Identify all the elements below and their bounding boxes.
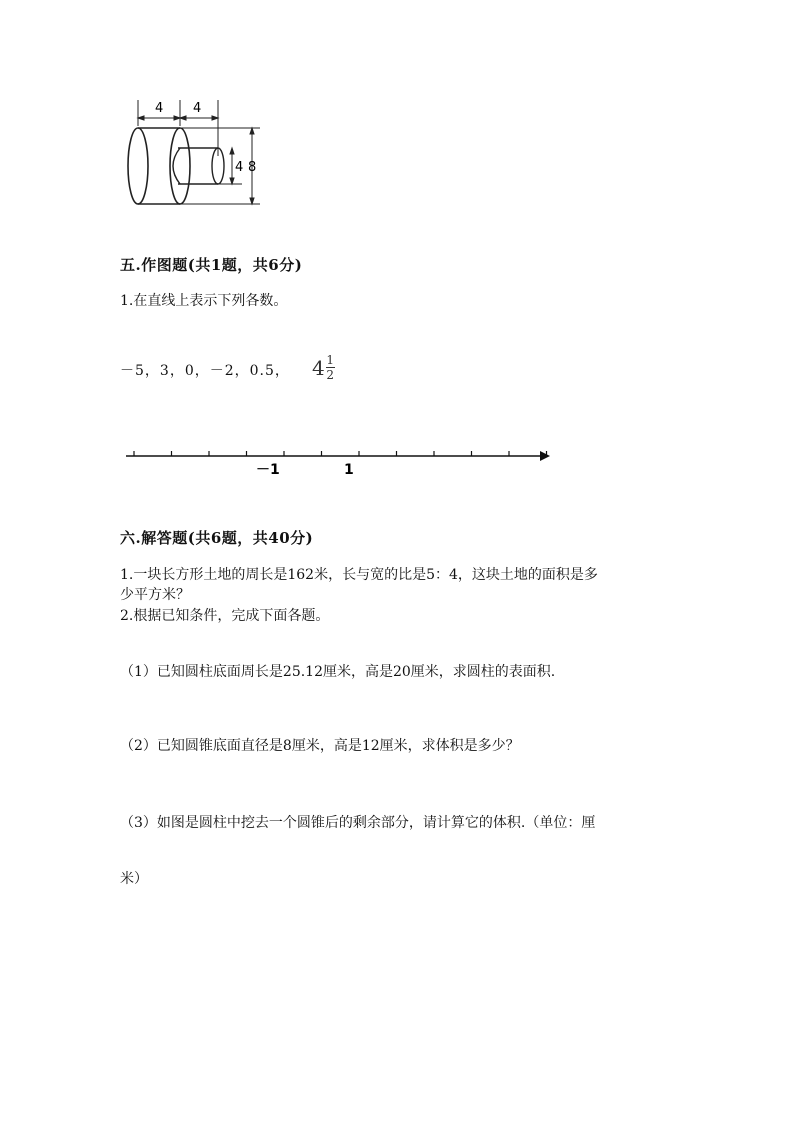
number-line (120, 440, 560, 480)
inner-cylinder (173, 148, 224, 184)
mixed-number (312, 354, 335, 381)
mixed-whole: 4 (312, 355, 325, 380)
dim-right-width: 4 (193, 101, 202, 116)
label-one: 1 (344, 462, 354, 478)
section6-question1-line2: 少平方米？ (120, 587, 190, 603)
mixed-fraction (326, 354, 335, 381)
section6-title: 六.解答题(共6题，共40分) (120, 529, 314, 547)
dim-outer-height: 8 (248, 160, 257, 175)
dim-inner-height: 4 (235, 160, 244, 175)
question2-part3-line1: （3）如图是圆柱中挖去一个圆锥后的剩余部分，请计算它的体积.（单位：厘 (120, 815, 596, 831)
fraction-numerator: 1 (326, 353, 335, 367)
question2-part3-line2: 米） (120, 871, 148, 887)
dim-left-width: 4 (155, 101, 164, 116)
fraction-denominator: 2 (326, 368, 335, 382)
label-minus-one: －1 (256, 462, 280, 478)
question2-part1: （1）已知圆柱底面周长是25.12厘米，高是20厘米，求圆柱的表面积. (120, 664, 556, 680)
section6-question2: 2.根据已知条件，完成下面各题。 (120, 608, 330, 624)
number-line-arrow (540, 451, 550, 461)
section5-question1: 1.在直线上表示下列各数。 (120, 293, 288, 309)
question2-part2: （2）已知圆锥底面直径是8厘米，高是12厘米，求体积是多少？ (120, 738, 520, 754)
cylinder-cone-figure (118, 96, 278, 212)
section5-title: 五.作图题(共1题，共6分) (120, 256, 303, 274)
section6-question1-line1: 1.一块长方形土地的周长是162米，长与宽的比是5：4，这块土地的面积是多 (120, 567, 598, 583)
number-list: －5，3，0，－2，0.5， (120, 363, 290, 379)
outer-cylinder (128, 128, 190, 204)
